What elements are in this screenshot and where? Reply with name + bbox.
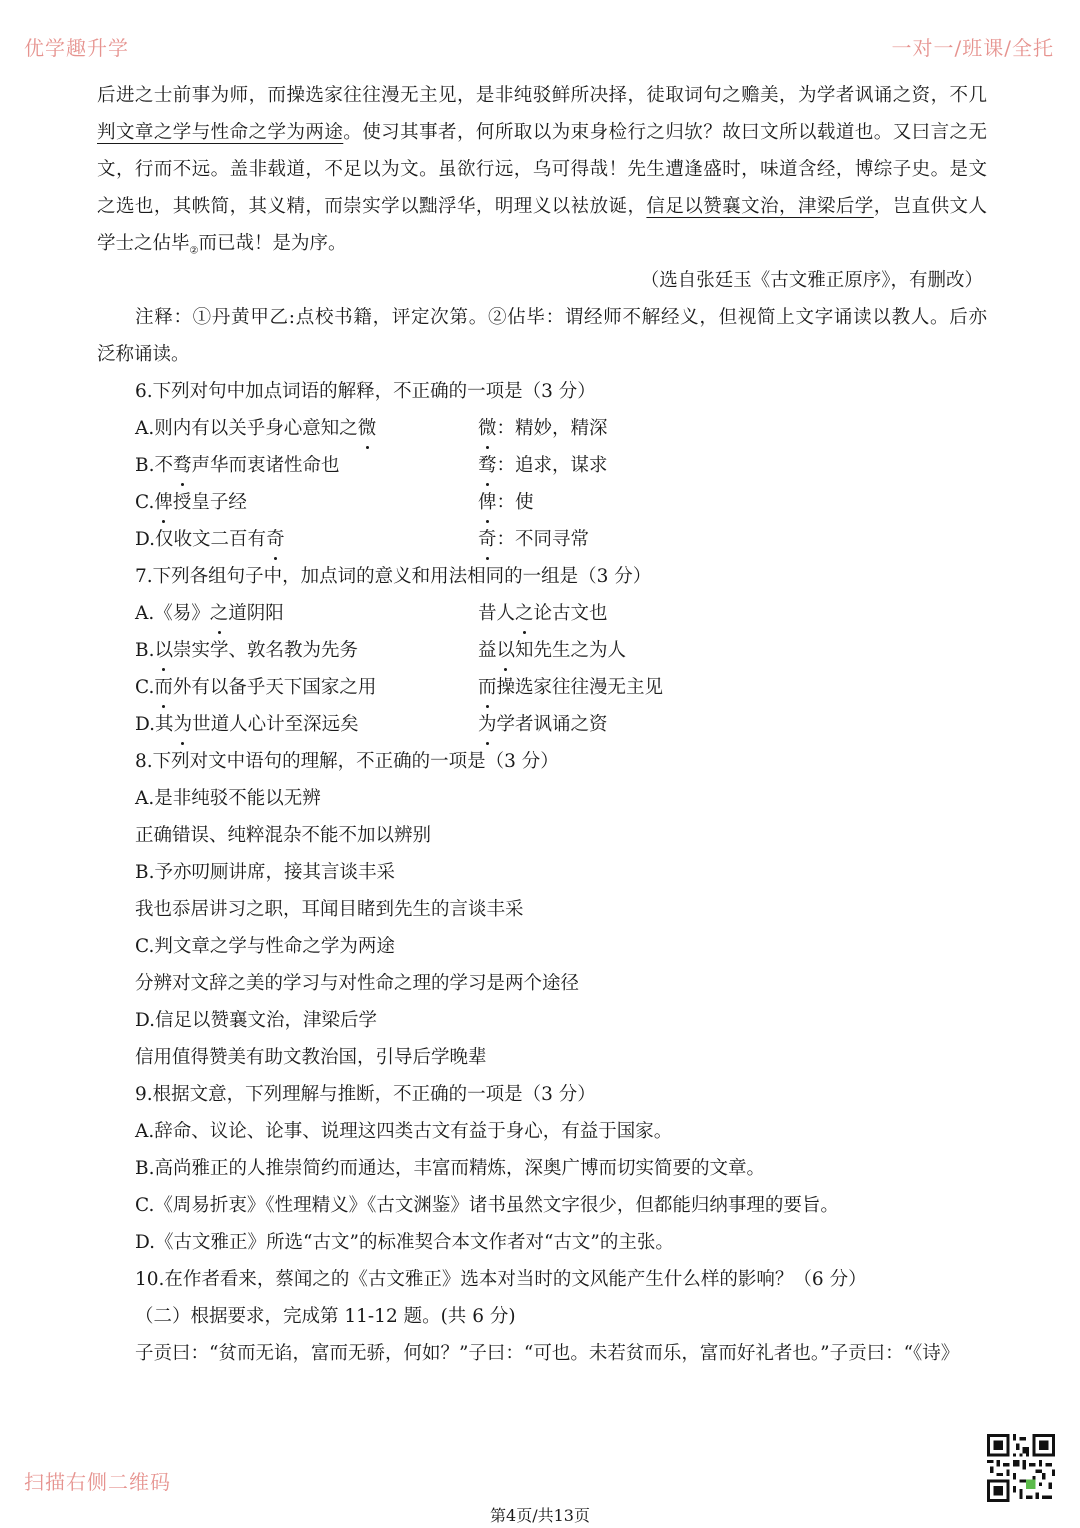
passage-text: 之选也，其帙简，其义精，而崇实学以黜浮华，明理义以袪放诞，: [97, 196, 647, 217]
dotted-word: 之: [210, 598, 229, 630]
passage-line: 后进之士前事为师，而操选家往往漫无主见，是非纯驳鲜所决择，徒取词句之赡美，为学者讽诵之资，不几: [97, 85, 987, 106]
dotted-word: 俾: [154, 487, 173, 519]
page-number: 第4页/共13页: [490, 1506, 590, 1525]
dotted-word: 骛: [173, 450, 192, 482]
q7-option-d: [97, 709, 987, 746]
dotted-word: 为: [174, 709, 193, 741]
opt-text: ：使: [496, 492, 534, 513]
note-line: 泛称诵读。: [97, 344, 190, 365]
passage-text: 而已哉！是为序。: [198, 233, 347, 254]
underlined-phrase: 判文章之学与性命之学为两途: [97, 122, 344, 143]
dotted-word: 而: [478, 672, 497, 704]
opt-text: ：不同寻常: [496, 529, 590, 550]
opt-text: 昔人: [478, 603, 516, 624]
question-10-stem: 10.在作者看来，蔡闻之的《古文雅正》选本对当时的文风能产生什么样的影响？（6 分）: [135, 1269, 867, 1290]
opt-text: D.仅收文二百有: [135, 529, 267, 550]
opt-text: B.: [135, 640, 155, 661]
dotted-word: 以: [497, 635, 516, 667]
question-9-stem: 9.根据文意，下列理解与推断，不正确的一项是（3 分）: [135, 1084, 596, 1105]
watermark-top-right: 一对一/班课/全托: [891, 36, 1054, 60]
watermark-bottom-left: 扫描右侧二维码: [24, 1470, 171, 1494]
opt-text: C.: [135, 677, 155, 698]
dotted-word: 微: [478, 413, 497, 445]
q8-line: B.予亦叨厕讲席，接其言谈丰采: [135, 862, 395, 883]
opt-text: 操选家往往漫无主见: [496, 677, 664, 698]
q8-line: 分辨对文辞之美的学习与对性命之理的学习是两个途径: [135, 973, 580, 994]
q7-option-c: [97, 672, 987, 709]
opt-text: ：精妙，精深: [496, 418, 608, 439]
section-2-passage: 子贡曰：“贫而无谄，富而无骄，何如？”子曰：“可也。未若贫而乐，富而好礼者也。”子贡曰：“《诗》: [135, 1343, 960, 1364]
question-7-stem: 7.下列各组句子中，加点词的意义和用法相同的一组是（3 分）: [135, 566, 652, 587]
opt-text: 世道人心计至深远矣: [192, 714, 359, 735]
watermark-top-left: 优学趣升学: [24, 36, 129, 60]
passage-text: 。使习其事者，何所取以为束身检行之归欤？故曰文所以载道也。又曰言之无: [343, 122, 987, 143]
q8-line: D.信足以赞襄文治，津梁后学: [135, 1010, 378, 1031]
opt-text: 外有以备乎天下国家之用: [172, 677, 377, 698]
q8-line: C.判文章之学与性命之学为两途: [135, 936, 395, 957]
q8-line: 正确错误、纯粹混杂不能不加以辨别: [135, 825, 432, 846]
passage-line: [97, 228, 987, 265]
dotted-word: 而: [154, 672, 173, 704]
q9-option: B.高尚雅正的人推崇简约而通达，丰富而精炼，深奥广博而切实简要的文章。: [135, 1158, 765, 1179]
q9-option: C.《周易折衷》《性理精义》《古文渊鉴》诸书虽然文字很少，但都能归纳事理的要旨。: [135, 1195, 839, 1216]
qr-code[interactable]: [987, 1434, 1055, 1502]
dotted-word: 奇: [266, 524, 285, 556]
opt-text: 益: [478, 640, 497, 661]
passage-line: 文，行而不远。盖非载道，不足以为文。虽欲行远，乌可得哉！先生遭逢盛时，味道含经，博综子史。是文: [97, 159, 987, 180]
dotted-word: 骛: [478, 450, 497, 482]
passage-line: [97, 191, 987, 228]
q6-option-a: [97, 413, 987, 450]
q6-option-b: [97, 450, 987, 487]
dotted-word: 以: [154, 635, 173, 667]
dotted-word: 微: [358, 413, 377, 445]
opt-text: 崇实学、敦名教为先务: [173, 640, 359, 661]
q9-option: A.辞命、议论、论事、说理这四类古文有益于身心，有益于国家。: [135, 1121, 673, 1142]
q8-line: 信用值得赞美有助文教治国，引导后学晚辈: [135, 1047, 487, 1068]
question-8-stem: 8.下列对文中语句的理解，不正确的一项是（3 分）: [135, 751, 559, 772]
opt-text: 道阴阳: [228, 603, 284, 624]
q8-line: A.是非纯驳不能以无辨: [135, 788, 321, 809]
passage-source: （选自张廷玉《古文雅正原序》，有删改）: [640, 270, 983, 291]
opt-text: D.其: [135, 714, 174, 735]
opt-text: A.《易》: [135, 603, 210, 624]
note-line: 注释：①丹黄甲乙:点校书籍，评定次第。②佔毕：谓经师不解经义，但视简上文字诵读以教人。后亦: [135, 307, 987, 328]
passage-text: 学士之佔毕: [97, 233, 190, 254]
section-2-title: （二）根据要求，完成第 11-12 题。(共 6 分): [135, 1306, 516, 1327]
question-6-stem: 6.下列对句中加点词语的解释，不正确的一项是（3 分）: [135, 381, 596, 402]
dotted-word: 为: [478, 709, 497, 741]
passage-text: ，岂直供文人: [873, 196, 987, 217]
dotted-word: 奇: [478, 524, 497, 556]
q7-option-a: [97, 598, 987, 635]
opt-text: 声华而衷诸性命也: [191, 455, 340, 476]
dotted-word: 俾: [478, 487, 497, 519]
q7-option-b: [97, 635, 987, 672]
opt-text: 知先生之为人: [515, 640, 627, 661]
q6-option-d: [97, 524, 987, 561]
opt-text: B.不: [135, 455, 173, 476]
opt-text: A.则内有以关乎身心意知之: [135, 418, 358, 439]
dotted-word: 之: [515, 598, 534, 630]
opt-text: 学者讽诵之资: [496, 714, 608, 735]
q8-line: 我也忝居讲习之职，耳闻目睹到先生的言谈丰采: [135, 899, 524, 920]
underlined-phrase: 信足以赞襄文治，津梁后学: [646, 196, 874, 217]
passage-line: [97, 117, 987, 154]
page-body: [97, 80, 987, 1375]
opt-text: ：追求，谋求: [496, 455, 608, 476]
q9-option: D.《古文雅正》所选“古文”的标准契合本文作者对“古文”的主张。: [135, 1232, 674, 1253]
opt-text: 授皇子经: [172, 492, 247, 513]
q6-option-c: [97, 487, 987, 524]
opt-text: 论古文也: [533, 603, 608, 624]
opt-text: C.: [135, 492, 155, 513]
footnote-marker: ②: [189, 245, 199, 257]
